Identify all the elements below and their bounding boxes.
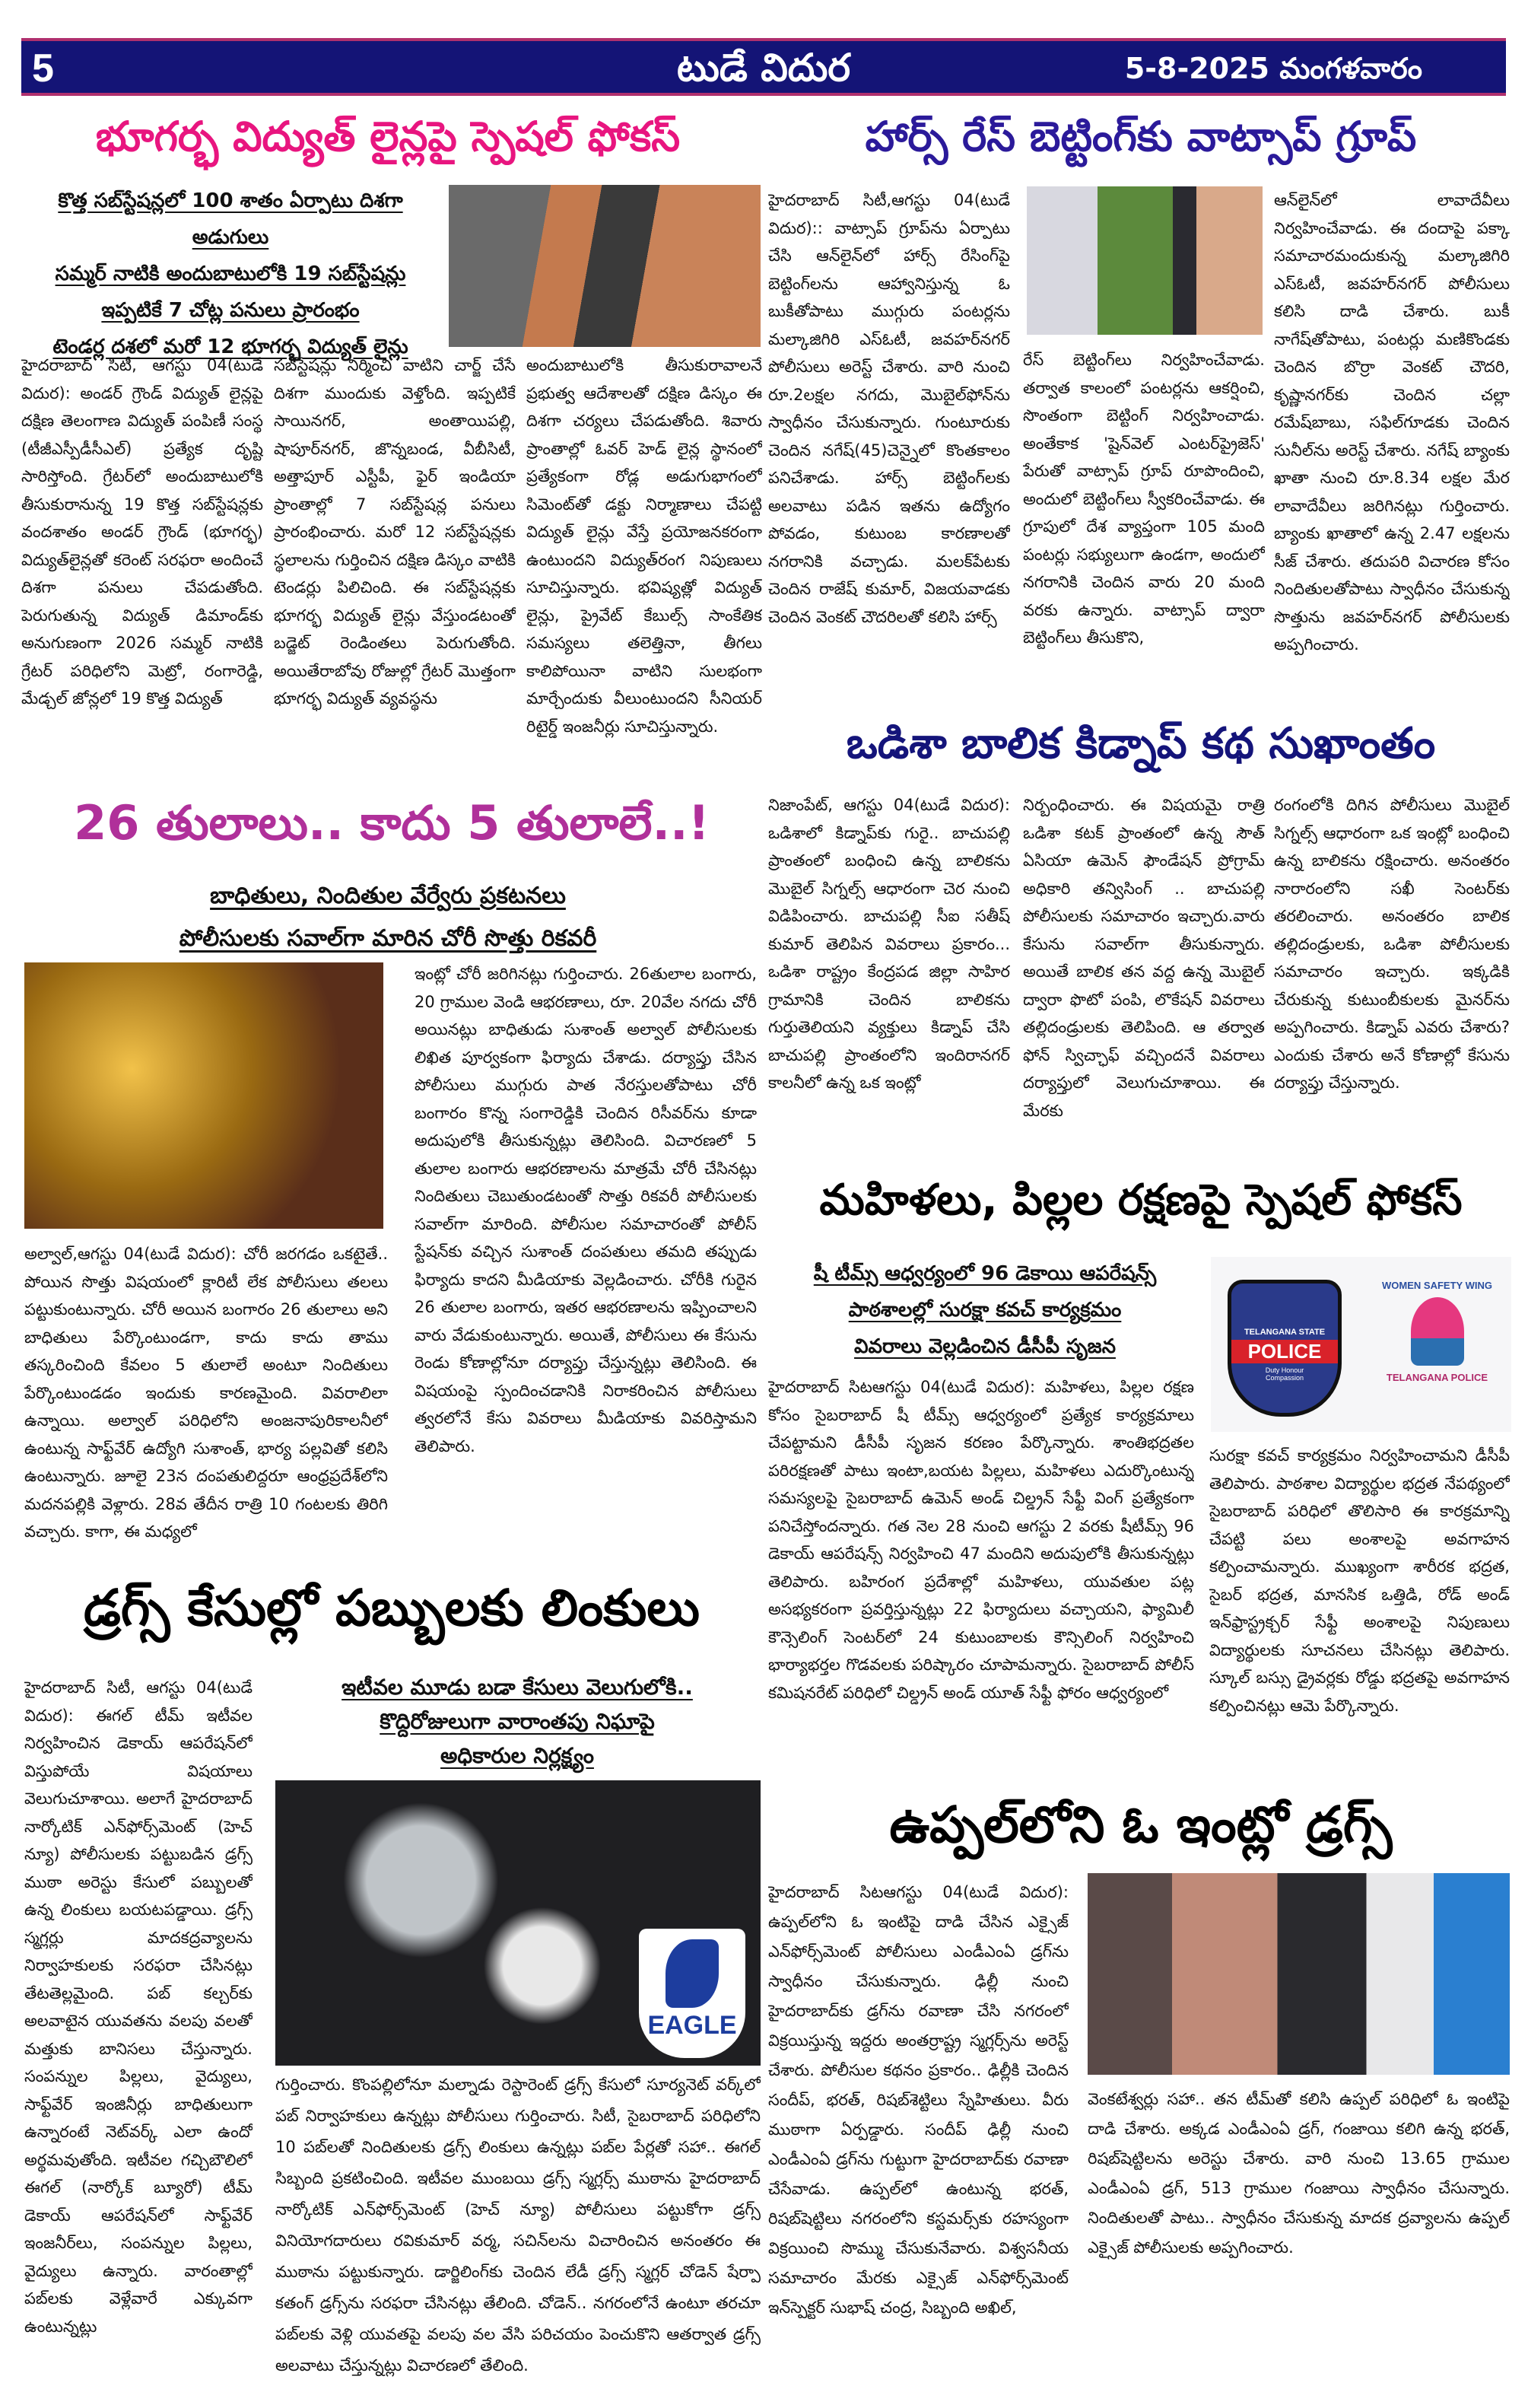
badge-motto-text: Duty Honour Compassion	[1265, 1366, 1304, 1382]
eagle-logo	[639, 1929, 745, 2058]
article-column: ఇంట్లో చోరీ జరిగినట్లు గుర్తించారు. 26తులాల బంగారు, 20 గ్రాముల వెండి ఆభరణాలు, రూ. 20వేల నగదు చోరీ అయినట్లు బాధితుడు సుశాంత్ అల్వాల్ పోలీసులకు లిఖిత పూర్వకంగా ఫిర్యాదు చేశాడు. దర్యాప్తు చేసిన పోలీసులు ముగ్గురు పాత నేరస్తులతోపాటు చోరీ బంగారం కొన్న సంగారెడ్డికి చెందిన రిసీవర్‌ను కూడా అదుపులోకి తీసుకున్నట్లు తెలిసింది. విచారణలో 5 తులాల బంగారు ఆభరణాలను మాత్రమే చోరీ చేసినట్లు నిందితులు చెబుతుండటంతో సొత్తు రికవరీ పోలీసులకు సవాల్‌గా మారింది. పోలీసుల సమాచారంతో పోలీస్ స్టేషన్‌కు వచ్చిన సుశాంత్ దంపతులు తమది తప్పుడు ఫిర్యాదు కాదని మీడియాకు వెల్లడించారు. చోరీకి గురైన 26 తులాల బంగారు, ఇతర ఆభరణాలను ఇప్పించాలని వారు వేడుకుంటున్నారు. అయితే, పోలీసులు ఈ కేసును రెండు కోణాల్లోనూ దర్యాప్తు చేస్తున్నట్లు తెలిసింది. ఈ విషయంపై స్పందించడానికి నిరాకరించిన పోలీసులు త్వరలోనే కేసు వివరాలు మీడియాకు వివరిస్తామని తెలిపారు.	[415, 965, 757, 1455]
issue-date: 5-8-2025 మంగళవారం	[1124, 52, 1422, 85]
police-logos-image	[1211, 1257, 1511, 1432]
article-column: వెంకటేశ్వర్లు సహా.. తన టీమ్‌తో కలిసి ఉప్పల్ పరిధిలో ఓ ఇంటిపై దాడి చేశారు. అక్కడ ఎండీఎంఏ డ్రగ్, గంజాయి కలిగి ఉన్న భరత్, రిషబ్‌షెట్టిలను అరెస్టు చేశారు. వారి నుంచి 13.65 గ్రాముల ఎండీఎంఏ డ్రగ్, 513 గ్రాముల గంజాయి స్వాధీనం చేసున్నారు. నిందితులతో పాటు.. స్వాధీనం చేసుకున్న మాదక ద్రవ్యాలను ఉప్పల్ ఎక్సైజ్ పోలీసులకు అప్పగించారు.	[1088, 2090, 1510, 2257]
subheads-women-safety	[768, 1255, 1202, 1365]
headline-uppal-drugs: ఉప్పల్‌లోని ఓ ఇంట్లో డ్రగ్స్	[889, 1796, 1393, 1854]
subhead: టెండర్ల దశలో మరో 12 భూగర్భ విద్యుత్ లైన్లు	[52, 336, 408, 358]
headline-gold-theft: 26 తులాలు.. కాదు 5 తులాలే..!	[74, 795, 710, 851]
article-column: హైదరాబాద్ సిటఆగస్టు 04(టుడే విదుర): మహిళలు, పిల్లల రక్షణ కోసం సైబరాబాద్ షీ టీమ్స్ ఆధ్వర్యంలో ప్రత్యేక కార్యక్రమాలు చేపట్టామని డీసీపీ సృజన కరణం పేర్కొన్నారు. శాంతిభద్రతల పరిరక్షణతో పాటు ఇంటా,బయట పిల్లలు, మహిళలు ఎదుర్కొంటున్న సమస్యలపై సైబరాబాద్ ఉమెన్ అండ్ చిల్డ్రన్ సేఫ్టీ వింగ్ ప్రత్యేకంగా పనిచేస్తోందన్నారు. గత నెల 28 నుంచి ఆగస్టు 2 వరకు షీటీమ్స్ 96 డెకాయ్ ఆపరేషన్స్ నిర్వహించి 47 మందిని అదుపులోకి తీసుకున్నట్లు తెలిపారు. బహిరంగ ప్రదేశాల్లో మహిళలు, యువతుల పట్ల అసభ్యకరంగా ప్రవర్తిస్తున్నట్లు 22 ఫిర్యాదులు వచ్చాయని, ఫ్యామిలీ కౌన్సెలింగ్ సెంటర్‌లో 24 కుటుంబాలకు కౌన్సిలింగ్ నిర్వహించి భార్యాభర్తల గొడవలకు పరిష్కారం చూపామన్నారు. సైబరాబాద్ పోలీస్ కమిషనరేట్ పరిధిలో చిల్డ్రన్ అండ్ యూత్ సేఫ్టీ ఫోరం ఆధ్వర్యంలో	[768, 1378, 1194, 1702]
article-column: అందుబాటులోకి తీసుకురావాలనే ప్రభుత్వ ఆదేశాలతో దక్షిణ డిస్కం ఈ దిశగా చర్యలు చేపడుతోంది. శివారు ప్రాంతాల్లో ఓవర్ హెడ్ లైన్ల స్థానంలో ప్రత్యేకంగా రోడ్ల అడుగుభాగంలో సిమెంట్‌తో డక్టు నిర్మాణాలు చేపట్టి విద్యుత్ లైన్లు వేస్తే ప్రయోజనకరంగా ఉంటుందని విద్యుత్‌రంగ నిపుణులు సూచిస్తున్నారు. భవిష్యత్లో విద్యుత్ లైన్లు, ప్రైవేట్ కేబుల్స్ సాంకేతిక సమస్యలు తలెత్తినా, తీగలు కాలిపోయినా వాటిని సులభంగా మార్చేందుకు వీలుంటుందని సీనియర్ రిటైర్డ్ ఇంజనీర్లు సూచిస్తున్నారు.	[526, 356, 762, 736]
headline-drugs-pubs: డ్రగ్స్ కేసుల్లో పబ్బులకు లింకులు	[84, 1579, 700, 1637]
subhead: ఇటీవల మూడు బడా కేసులు వెలుగులోకి..	[341, 1675, 693, 1700]
headline-underground-lines: భూగర్భ విద్యుత్ లైన్లపై స్పెషల్ ఫోకస్	[95, 113, 681, 161]
article-column: గుర్తించారు. కొంపల్లిలోనూ మల్నాడు రెస్టారెంట్ డ్రగ్స్ కేసులో సూర్యనెట్ వర్క్‌లో పబ్ నిర్వాహకులు ఉన్నట్లు పోలీసులు గుర్తించారు. సిటీ, సైబరాబాద్ పరిధిలోని 10 పబ్‌లతో నిందితులకు డ్రగ్స్ లింకులు ఉన్నట్లు పబ్‌ల పేర్లతో సహా.. ఈగల్ సిబ్బంది ప్రకటించింది. ఇటీవల ముంబయి డ్రగ్స్ స్మగ్లర్స్ ముఠాను హైదరాబాద్ నార్కోటిక్ ఎన్‌ఫోర్స్‌మెంట్ (హెచ్ న్యూ) పోలీసులు పట్టుకోగా డ్రగ్స్ వినియోగదారులు రవికుమార్ వర్మ, సచిన్‌లను విచారించిన అనంతరం ఈ ముఠాను పట్టుకున్నారు. డార్జిలింగ్‌కు చెందిన లేడీ డ్రగ్స్ స్మగ్లర్ చోడెన్ షేర్పా కతంగ్ డ్రగ్స్‌ను సరఫరా చేసినట్లు తేలింది. చోడెన్.. నగరంలోనే ఉంటూ తరచూ పబ్‌లకు వెళ్లి యువతపై వలపు వల వేసి పరిచయం పెంచుకొని ఆతర్వాత డ్రగ్స్ అలవాటు చేస్తున్నట్లు విచారణలో తేలింది.	[275, 2076, 761, 2375]
headline-women-safety: మహిళలు, పిల్లల రక్షణపై స్పెషల్ ఫోకస్	[819, 1175, 1463, 1225]
page-number: 5	[32, 46, 54, 91]
figures-icon	[1411, 1297, 1464, 1366]
article-column: అల్వాల్,ఆగస్టు 04(టుడే విదుర): చోరీ జరగడం ఒకటైతే.. పోయిన సొత్తు విషయంలో క్లారిటీ లేక పోలీసులు తలలు పట్టుకుంటున్నారు. చోరీ అయిన బంగారం 26 తులాలు అని బాధితులు పేర్కొంటుండగా, కాదు కాదు తాము తస్కరించింది కేవలం 5 తులాలే అంటూ నిందితులు పేర్కొంటుండడం ఇందుకు కారణమైంది. వివరాలిలా ఉన్నాయి. అల్వాల్ పరిధిలోని అంజనాపురికాలనీలో ఉంటున్న సాఫ్ట్‌వేర్ ఉద్యోగి సుశాంత్, భార్య పల్లవితో కలిసి ఉంటున్నారు. జూలై 23న దంపతులిద్దరూ ఆంధ్రప్రదేశ్‌లోని మదనపల్లికి వెళ్లారు. 28వ తేదీన రాత్రి 10 గంటలకు తిరిగి వచ్చారు. కాగా, ఈ మధ్యలో	[24, 1245, 388, 1541]
women-safety-wing-logo	[1374, 1280, 1500, 1417]
article-column: హైదరాబాద్ సిటీ, ఆగస్టు 04(టుడే విదుర): ఈగల్ టీమ్ ఇటీవల నిర్వహించిన డెకాయ్ ఆపరేషన్‌లో విస్తుపోయే విషయాలు వెలుగుచూశాయి. అలాగే హైదరాబాద్ నార్కోటిక్ ఎన్‌ఫోర్స్‌మెంట్ (హెచ్ న్యూ) పోలీసులకు పట్టుబడిన డ్రగ్స్ ముఠా అరెస్టు కేసులో పబ్బులతో ఉన్న లింకులు బయటపడ్డాయి. డ్రగ్స్ స్మగ్లర్లు మాదకద్రవ్యాలను నిర్వాహకులకు సరఫరా చేసినట్లు తేటతెల్లమైంది. పబ్ కల్చర్‌కు అలవాటైన యువతను వలపు వలతో మత్తుకు బానిసలు చేస్తున్నారు. సంపన్నుల పిల్లలు, వైద్యులు, సాఫ్ట్‌వేర్ ఇంజినీర్లు బాధితులుగా ఉన్నారంటే నెట్‌వర్క్ ఎలా ఉందో అర్థమవుతోంది. ఇటీవల గచ్చిబౌలిలో ఈగల్ (నార్కోక్ బ్యూరో) టీమ్ డెకాయ్ ఆపరేషన్‌లో సాఫ్ట్‌వేర్ ఇంజనీర్‌లు, సంపన్నుల పిల్లలు, వైద్యులు ఉన్నారు. వారంతాల్లో పబ్‌లకు వెళ్లేవారే ఎక్కువగా ఉంటున్నట్లు	[24, 1678, 253, 2336]
wing-text: WOMEN SAFETY WING	[1382, 1280, 1492, 1291]
subhead: వివరాలు వెల్లడించిన డీసీపీ సృజన	[854, 1335, 1116, 1358]
subhead: సమ్మర్ నాటికి అందుబాటులోకి 19 సబ్‌స్టేషన్లు	[55, 262, 406, 285]
article-column: హైదరాబాద్ సిటీ,ఆగస్టు 04(టుడే విదుర):: వాట్సాప్ గ్రూప్‌ను ఏర్పాటు చేసి ఆన్‌లైన్‌లో హార్స్ రేసింగ్‌పై బెట్టింగ్‌లను ఆహ్వానిస్తున్న ఓ బుకీతోపాటు ముగ్గురు పంటర్లను మల్కాజిగిరి ఎస్ఓటీ, జవహర్‌నగర్ పోలీసులు అరెస్ట్ చేశారు. వారి నుంచి రూ.2లక్షల నగదు, మొబైల్‌ఫోన్‌ను స్వాధీనం చేసుకున్నారు. గుంటూరుకు చెందిన నగేష్(45)చెన్నైలో కొంతకాలం పనిచేశాడు. హార్స్ బెట్టింగ్‌లకు అలవాటు పడిన ఇతను ఉద్యోగం పోవడం, కుటుంబ కారణాలతో నగరానికి వచ్చాడు. మలక్‌పేటకు చెందిన రాజేష్ కుమార్, విజయవాడకు చెందిన వెంకట్ చౌదరిలతో కలిసి హార్స్	[768, 191, 1010, 626]
telangana-police-badge	[1228, 1280, 1342, 1417]
article-column: సబ్‌స్టేషన్లు నిర్మించి వాటిని చార్జ్ చేసే దిశగా ముందుకు వెళ్తోంది. ఇప్పటికే సాయినగర్, అంతాయిపల్లి, షాపూర్‌నగర్, జొన్నబండ, వీబీసిటీ, అత్తాపూర్ ఎస్టీపీ, ఫైర్ ఇండియా ప్రాంతాల్లో 7 సబ్‌స్టేషన్ల పనులు ప్రారంభించారు. మరో 12 సబ్‌స్టేషన్లకు స్థలాలను గుర్తించిన దక్షిణ డిస్కం వాటికి టెండర్లు పిలిచింది. ఈ సబ్‌స్టేషన్లకు భూగర్భ విద్యుత్ లైన్లు వేస్తుండటంతో బడ్జెట్ రెండింతలు పెరుగుతోంది. అయితేరాబోవు రోజుల్లో గ్రేటర్ మొత్తంగా భూగర్భ విద్యుత్ వ్యవస్థను	[274, 356, 516, 708]
headline-odisha-kidnap: ఒడిశా బాలిక కిడ్నాప్ కథ సుఖాంతం	[846, 719, 1436, 768]
subhead: బాధితులు, నిందితుల వేర్వేరు ప్రకటనలు	[210, 883, 566, 909]
subhead: కొద్దిరోజులుగా వారాంతపు నిఘాపై	[380, 1709, 655, 1734]
article-column: సురక్షా కవచ్ కార్యక్రమం నిర్వహించామని డీసీపీ తెలిపారు. పాఠశాల విద్యార్థుల భద్రత నేపథ్యంలో సైబరాబాద్ పరిధిలో తొలిసారి ఈ కారక్రమాన్ని చేపట్టి పలు అంశాలపై అవగాహన కల్పించామన్నారు. ముఖ్యంగా శారీరక భద్రత, సైబర్ భద్రత, మానసిక ఒత్తిడి, రోడ్ అండ్ ఇన్‌ఫ్రాస్ట్రక్చర్ సేఫ్టీ అంశాలపై నిపుణులు విద్యార్థులకు సూచనలు చేసినట్లు తెలిపారు. స్కూల్ బస్సు డ్రైవర్లకు రోడ్డు భద్రతపై అవగాహన కల్పించినట్లు ఆమె పేర్కొన్నారు.	[1209, 1446, 1510, 1715]
headline-horse-betting: హార్స్ రేస్ బెట్టింగ్‌కు వాట్సాప్ గ్రూప్	[865, 113, 1417, 161]
telangana-police-text: TELANGANA POLICE	[1386, 1372, 1488, 1383]
newspaper-name: టుడే విదుర	[676, 46, 851, 90]
subhead: పోలీసులకు సవాల్‌గా మారిన చోరీ సొత్తు రికవరీ	[179, 925, 597, 952]
eagle-logo-text: EAGLE	[647, 2011, 737, 2040]
subheads-underground	[21, 183, 440, 365]
subhead: అధికారుల నిర్లక్ష్యం	[440, 1743, 594, 1768]
article-column: ఆన్‌లైన్‌లో లావాదేవీలు నిర్వహించేవాడు. ఈ దందాపై పక్కా సమాచారమందుకున్న మల్కాజిగిరి ఎస్ఓటీ, జవహర్‌నగర్ పోలీసులు కలిసి దాడి చేశారు. బుకీ నాగేష్‌తోపాటు, పంటర్లు మణికొండకు చెందిన బొర్రా వెంకట్ చౌదరి, కృష్ణానగర్‌కు చెందిన చల్లా రమేష్‌బాబు, సఫిల్‌గూడకు చెందిన సునీల్‌ను అరెస్ట్ చేశారు. నగేష్ బ్యాంకు ఖాతా నుంచి రూ.8.34 లక్షల మేర లావాదేవీలు జరిగినట్లు గుర్తించారు. బ్యాంకు ఖాతాలో ఉన్న 2.47 లక్షలను సీజ్ చేశారు. తదుపరి విచారణ కోసం నిందితులతోపాటు స్వాధీనం చేసుకున్న సొత్తును జవహర్‌నగర్ పోలీసులకు అప్పగించారు.	[1274, 191, 1510, 654]
horse-betting-photo	[1027, 186, 1263, 335]
subhead: పాఠశాలల్లో సురక్షా కవచ్ కార్యక్రమం	[848, 1299, 1122, 1322]
subhead: షీ టీమ్స్ ఆధ్వర్యంలో 96 డెకాయి ఆపరేషన్స్	[813, 1262, 1157, 1285]
article-column: హైదరాబాద్ సిటఆగస్టు 04(టుడే విదుర): ఉప్పల్‌లోని ఓ ఇంటిపై దాడి చేసిన ఎక్సైజ్ ఎన్‌ఫోర్స్‌మెంట్ పోలీసులు ఎండీఎంఏ డ్రగ్‌ను స్వాధీనం చేసుకున్నారు. ఢిల్లీ నుంచి హైదరాబాద్‌కు డ్రగ్‌ను రవాణా చేసి నగరంలో విక్రయిస్తున్న ఇద్దరు అంతర్రాష్ట్ర స్మగ్లర్స్‌ను అరెస్ట్ చేశారు. పోలీసుల కథనం ప్రకారం.. ఢిల్లీకి చెందిన సందీప్, భరత్, రిషబ్‌శెట్టిలు స్నేహితులు. వీరు ముఠాగా ఏర్పడ్డారు. సందీప్ ఢిల్లీ నుంచి ఎండీఎంఏ డ్రగ్‌ను గుట్టుగా హైదరాబాద్‌కు రవాణా చేసేవాడు. ఉప్పల్‌లో ఉంటున్న భరత్, రిషబ్‌షెట్టిలు నగరంలోని కస్టమర్స్‌కు రహస్యంగా విక్రయించి సొమ్ము చేసుకునేవారు. విశ్వసనీయ సమాచారం మేరకు ఎక్సైజ్ ఎన్‌ఫోర్స్‌మెంట్ ఇన్‌స్పెక్టర్ సుభాష్ చంద్ర, సిబ్బంది అఖిల్,	[768, 1883, 1069, 2317]
badge-police-text: POLICE	[1231, 1340, 1338, 1363]
subhead: కొత్త సబ్‌స్టేషన్లలో 100 శాతం ఏర్పాటు దిశగా అడుగులు	[58, 189, 403, 249]
drug-packet-handcuffs-photo	[1088, 1873, 1510, 2075]
article-column: రేస్ బెట్టింగ్‌లు నిర్వహించేవాడు. తర్వాత కాలంలో పంటర్లను ఆకర్షించి, సొంతంగా బెట్టింగ్ నిర్వహించాడు. అంతేకాక 'షైన్‌వెల్ ఎంటర్‌ప్రైజెస్' పేరుతో వాట్సాప్ గ్రూప్ రూపొందించి, అందులో బెట్టింగ్‌లు స్వీకరించేవాడు. ఈ గ్రూపులో దేశ వ్యాప్తంగా 105 మంది పంటర్లు సభ్యులుగా ఉండగా, అందులో నగరానికి చెందిన వారు 20 మంది వరకు ఉన్నారు. వాట్సాప్ ద్వారా బెట్టింగ్‌లు తీసుకొని,	[1023, 351, 1265, 647]
article-column: రంగంలోకి దిగిన పోలీసులు మొబైల్ సిగ్నల్స్ ఆధారంగా ఒక ఇంట్లో బంధించి ఉన్న బాలికను రక్షించారు. అనంతరం నారారంలోని సఖీ సెంటర్‌కు తరలించారు. అనంతరం బాలిక తల్లిదండ్రులకు, ఒడిశా పోలీసులకు సమాచారం ఇచ్చారు. ఇక్కడికి చేరుకున్న కుటుంబీకులకు మైనర్‌ను అప్పగించారు. కిడ్నాప్ ఎవరు చేశారు? ఎందుకు చేశారు అనే కోణాల్లో కేసును దర్యాప్తు చేస్తున్నారు.	[1274, 796, 1510, 1092]
badge-state-text: TELANGANA STATE	[1244, 1328, 1326, 1337]
article-column: నిర్బంధించారు. ఈ విషయమై రాత్రి ఒడిశా కటక్ ప్రాంతంలో ఉన్న సౌత్ ఏసియా ఉమెన్ ఫౌండేషన్ ప్రోగ్రామ్ అధికారి తన్విసింగ్ .. బాచుపల్లి పోలీసులకు సమాచారం ఇచ్చారు.వారు కేసును సవాల్‌గా తీసుకున్నారు. అయితే బాలిక తన వద్ద ఉన్న మొబైల్ ద్వారా ఫొటో పంపి, లొకేషన్ వివరాలు తల్లిదండ్రులకు తెలిపింది. ఆ తర్వాత ఫోన్ స్విచ్ఛాఫ్ వచ్చిందనే వివరాలు దర్యాప్తులో వెలుగుచూశాయి. ఈ మేరకు	[1023, 796, 1265, 1120]
article-column: హైదరాబాద్ సిటీ, ఆగస్టు 04(టుడే విదుర): అండర్ గ్రౌండ్ విద్యుత్ లైన్లపై దక్షిణ తెలంగాణ విద్యుత్ పంపిణీ సంస్థ (టీజీఎస్పీడీసీఎల్) ప్రత్యేక దృష్టి సారిస్తోంది. గ్రేటర్‌లో అందుబాటులోకి తీసుకురానున్న 19 కొత్త సబ్‌స్టేషన్లకు వందశాతం అండర్ గ్రౌండ్ (భూగర్భ) విద్యుత్‌లైన్లతో కరెంట్ సరఫరా అందించే దిశగా పనులు చేపడుతోంది. పెరుగుతున్న విద్యుత్ డిమాండ్‌కు అనుగుణంగా 2026 సమ్మర్ నాటికి గ్రేటర్ పరిధిలోని మెట్రో, రంగారెడ్డి, మేడ్చల్ జోన్లలో 19 కొత్త విద్యుత్	[21, 356, 263, 708]
masthead	[21, 38, 1506, 96]
eagle-head-icon	[666, 1939, 719, 2008]
underground-cable-trench-photo	[449, 185, 761, 347]
drugs-seizure-photo	[275, 1780, 761, 2066]
gold-jewellery-photo	[24, 962, 383, 1229]
subhead: ఇప్పటికే 7 చోట్ల పనులు ప్రారంభం	[101, 299, 360, 322]
subheads-drugs	[274, 1670, 761, 1773]
subheads-gold	[46, 875, 730, 960]
article-column: నిజాంపేట్, ఆగస్టు 04(టుడే విదుర): ఒడిశాలో కిడ్నాప్‌కు గురై.. బాచుపల్లి ప్రాంతంలో బంధించి ఉన్న బాలికను మొబైల్ సిగ్నల్స్ ఆధారంగా చెర నుంచి విడిపించారు. బాచుపల్లి సీఐ సతీష్ కుమార్ తెలిపిన వివరాలు ప్రకారం... ఒడిశా రాష్ట్రం కేంద్రపడ జిల్లా సాహిర గ్రామానికి చెందిన బాలికను గుర్తుతెలియని వ్యక్తులు కిడ్నాప్ చేసి బాచుపల్లి ప్రాంతంలోని ఇందిరానగర్ కాలనీలో ఉన్న ఒక ఇంట్లో	[768, 796, 1010, 1092]
